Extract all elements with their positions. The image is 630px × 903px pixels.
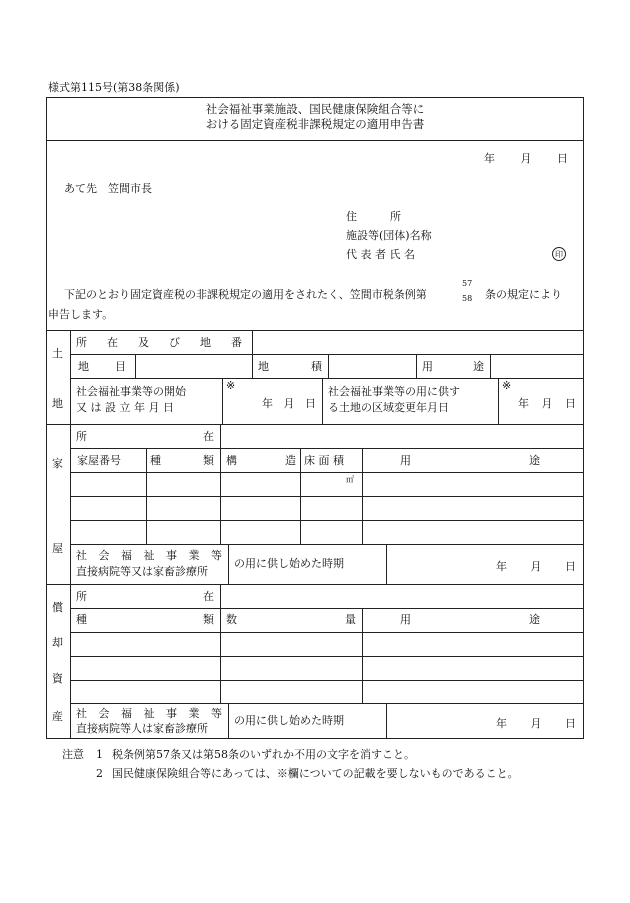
title-divider [46, 140, 584, 141]
note-2-number: 2 [96, 767, 103, 780]
land-change-date-label1: 社会福祉事業等の用に供す [328, 385, 460, 398]
form-title-line1: 社会福祉事業施設、国民健康保険組合等に [205, 102, 425, 116]
house-usage-suffix: の用に供し始めた時期 [234, 557, 344, 570]
land-chiseki-label: 地 積 [258, 360, 322, 373]
note-2-text: 国民健康保険組合等にあっては、※欄についての記載を要しないものであること。 [112, 767, 519, 780]
land-row3-sep1 [222, 378, 223, 424]
article-58[interactable]: 58 [462, 294, 473, 303]
applicant-address-label: 住 所 [346, 210, 401, 223]
dep-line-5 [70, 703, 584, 704]
house-usage-date[interactable]: 年 月 日 [496, 560, 576, 573]
land-start-date[interactable]: 年 月 日 [262, 397, 316, 410]
form-number-label: 様式第115号(第38条関係) [48, 81, 180, 94]
land-start-mark: ※ [226, 379, 236, 392]
land-chimoku-label: 地 目 [78, 360, 126, 373]
recipient: あて先 笠間市長 [64, 182, 152, 195]
dep-table-body[interactable] [71, 633, 583, 702]
notes-label: 注意 [62, 748, 84, 761]
dep-header-type: 種 類 [76, 613, 214, 626]
house-line-5 [70, 544, 584, 545]
house-table-body[interactable] [71, 473, 583, 543]
dep-header-usage: 用 途 [400, 613, 540, 626]
dep-usage-label1: 社 会 福 祉 事 業 等 [76, 707, 222, 720]
land-location-input[interactable] [253, 331, 583, 353]
applicant-facility-label: 施設等(団体)名称 [346, 229, 432, 242]
land-chimoku-input[interactable] [136, 355, 252, 377]
article-57[interactable]: 57 [462, 279, 473, 288]
house-header-number: 家屋番号 [77, 454, 121, 467]
house-usage-label2: 直接病院等又は家畜診療所 [76, 565, 208, 578]
house-header-structure: 構 造 [226, 454, 296, 467]
house-location-label: 所 在 [76, 430, 214, 443]
land-youto-input[interactable] [491, 355, 583, 377]
land-side-char1: 土 [52, 347, 63, 360]
house-usage-sep1 [228, 544, 229, 584]
land-start-date-label1: 社会福祉事業等の開始 [76, 385, 186, 398]
land-change-mark: ※ [502, 379, 512, 392]
dep-usage-label2: 直接病院等人は家畜診療所 [76, 722, 208, 735]
house-side-char2: 屋 [52, 542, 63, 555]
dep-line-1 [70, 608, 584, 609]
note-1-text: 税条例第57条又は第58条のいずれか不用の文字を消すこと。 [112, 748, 415, 761]
dep-side-char4: 産 [52, 710, 63, 723]
land-chiseki-input[interactable] [329, 355, 415, 377]
dep-location-input[interactable] [221, 585, 583, 607]
land-change-date[interactable]: 年 月 日 [518, 397, 576, 410]
house-header-type: 種 類 [150, 454, 214, 467]
dep-side-char2: 却 [52, 636, 63, 649]
house-header-floor-area: 床 面 積 [304, 454, 344, 467]
house-header-usage: 用 途 [400, 454, 540, 467]
house-line-1 [70, 448, 584, 449]
declaration-text-after: 条の規定により [485, 288, 562, 301]
declaration-text: 下記のとおり固定資産税の非課税規定の適用をされたく、笠間市税条例第 [64, 288, 427, 301]
application-date[interactable]: 年 月 日 [484, 152, 568, 165]
land-change-date-label2: る土地の区域変更年月日 [328, 401, 449, 414]
dep-usage-date[interactable]: 年 月 日 [496, 717, 576, 730]
dep-usage-sep1 [228, 703, 229, 738]
land-row3-sep2 [322, 378, 323, 424]
dep-usage-sep2 [386, 703, 387, 738]
seal-mark: 印 [552, 247, 566, 261]
floor-area-unit: ㎡ [346, 475, 354, 484]
land-youto-label: 用 途 [422, 360, 484, 373]
dep-location-label: 所 在 [76, 590, 214, 603]
land-row3-sep3 [498, 378, 499, 424]
applicant-representative-label: 代 表 者 氏 名 [346, 248, 415, 261]
land-side-char2: 地 [52, 397, 63, 410]
land-row2-sep4 [416, 354, 417, 378]
dep-header-quantity: 数 量 [226, 613, 356, 626]
house-usage-label1: 社 会 福 祉 事 業 等 [76, 549, 222, 562]
land-row2-sep2 [252, 354, 253, 378]
house-usage-sep2 [386, 544, 387, 584]
dep-side-char1: 償 [52, 601, 63, 614]
form-title-line2: おける固定資産税非課税規定の適用申告書 [205, 117, 425, 131]
house-location-input[interactable] [221, 425, 583, 447]
declaration-line2: 申告します。 [48, 308, 114, 321]
land-start-date-label2: 又 は 設 立 年 月 日 [76, 401, 174, 414]
dep-usage-suffix: の用に供し始めた時期 [234, 714, 344, 727]
dep-side-char3: 資 [52, 672, 63, 685]
land-location-label: 所 在 及 び 地 番 [76, 336, 242, 349]
note-1-number: 1 [96, 748, 103, 761]
house-side-char1: 家 [52, 457, 63, 470]
